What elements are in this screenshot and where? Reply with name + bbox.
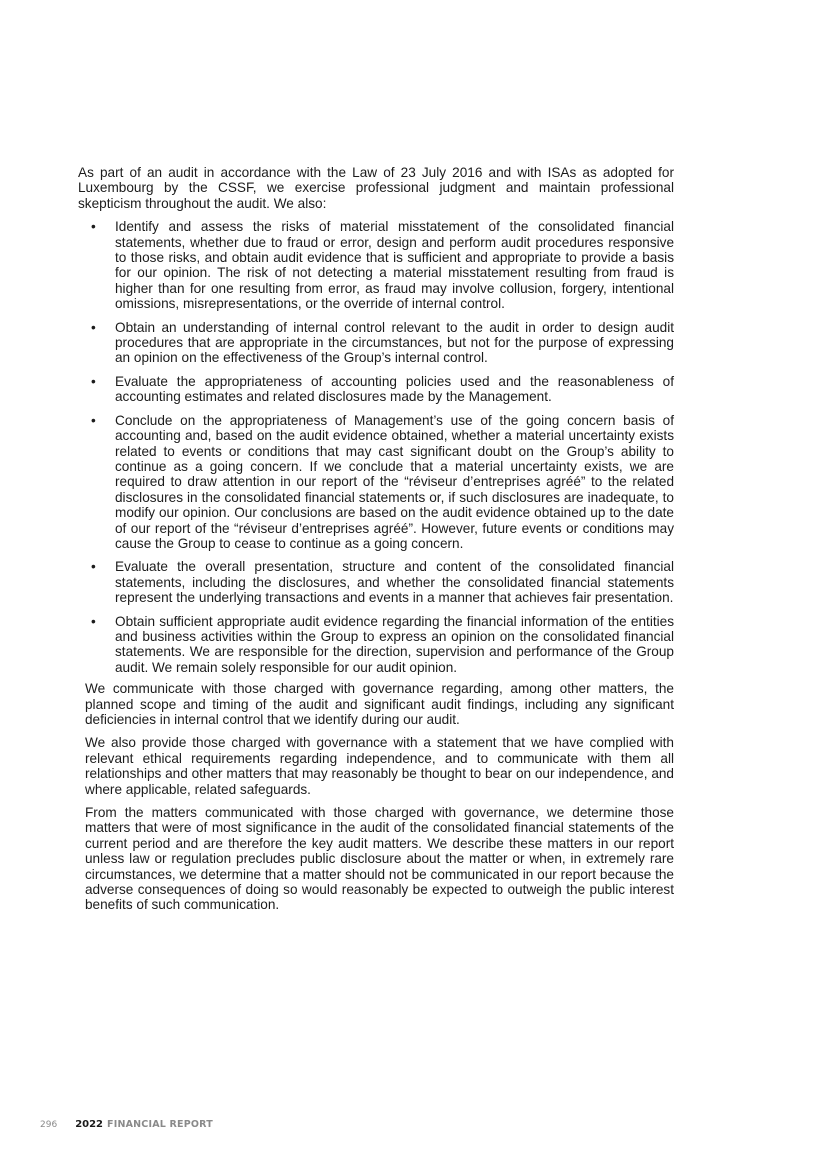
document-body — [78, 165, 674, 921]
list-item: • Obtain sufficient appropriate audit evidence regarding the financial information of the entities and business activities within the Group to express an opinion on the consolidated financial statements. We are responsible for the direction, supervision and performance of the Group audit. We remain solely responsible for our audit opinion. — [78, 614, 674, 676]
key-audit-matters-paragraph: From the matters communicated with those charged with governance, we determine those matters that were of most significance in the audit of the consolidated financial statements of the current period and are therefore the key audit matters. We describe these matters in our report unless law or regulation precludes public disclosure about the matter or when, in extremely rare circumstances, we determine that a matter should not be communicated in our report because the adverse consequences of doing so would reasonably be expected to outweigh the public interest benefits of such communication. — [85, 805, 674, 913]
intro-paragraph: As part of an audit in accordance with the Law of 23 July 2016 and with ISAs as adopted for Luxembourg by the CSSF, we exercise professional judgment and maintain professional skepticism throughout the audit. We also: — [78, 165, 674, 211]
report-title: FINANCIAL REPORT — [107, 1119, 213, 1130]
list-item: • Evaluate the overall presentation, structure and content of the consolidated financial statements, including the disclosures, and whether the consolidated financial statements represent the underlying transactions and events in a manner that achieves fair presentation. — [78, 559, 674, 605]
independence-paragraph: We also provide those charged with governance with a statement that we have complied with relevant ethical requirements regarding independence, and to communicate with them all relationships and other matters that may reasonably be thought to bear on our independence, and where applicable, related safeguards. — [85, 735, 674, 797]
page-number: 296 — [40, 1120, 58, 1130]
report-year: 2022 — [75, 1119, 104, 1130]
list-item: • Identify and assess the risks of material misstatement of the consolidated financial statements, whether due to fraud or error, design and perform audit procedures responsive to those risks, and obtain audit evidence that is sufficient and appropriate to provide a basis for our opinion. The risk of not detecting a material misstatement resulting from fraud is higher than for one resulting from error, as fraud may involve collusion, forgery, intentional omissions, misrepresentations, or the override of internal control. — [78, 219, 674, 311]
list-item: • Conclude on the appropriateness of Management’s use of the going concern basis of accounting and, based on the audit evidence obtained, whether a material uncertainty exists related to events or conditions that may cast significant doubt on the Group’s ability to continue as a going concern. If we conclude that a material uncertainty exists, we are required to draw attention in our report of the “réviseur d’entreprises agréé” to the related disclosures in the consolidated financial statements or, if such disclosures are inadequate, to modify our opinion. Our conclusions are based on the audit evidence obtained up to the date of our report of the “réviseur d’entreprises agréé”. However, future events or conditions may cause the Group to cease to continue as a going concern. — [78, 413, 674, 552]
list-item: • Evaluate the appropriateness of accounting policies used and the reasonableness of accounting estimates and related disclosures made by the Management. — [78, 374, 674, 405]
governance-paragraph: We communicate with those charged with governance regarding, among other matters, the planned scope and timing of the audit and significant audit findings, including any significant deficiencies in internal control that we identify during our audit. — [85, 681, 674, 727]
list-item: • Obtain an understanding of internal control relevant to the audit in order to design audit procedures that are appropriate in the circumstances, but not for the purpose of expressing an opinion on the effectiveness of the Group’s internal control. — [78, 320, 674, 366]
page-footer — [40, 1119, 213, 1130]
audit-responsibilities-list — [78, 219, 674, 675]
